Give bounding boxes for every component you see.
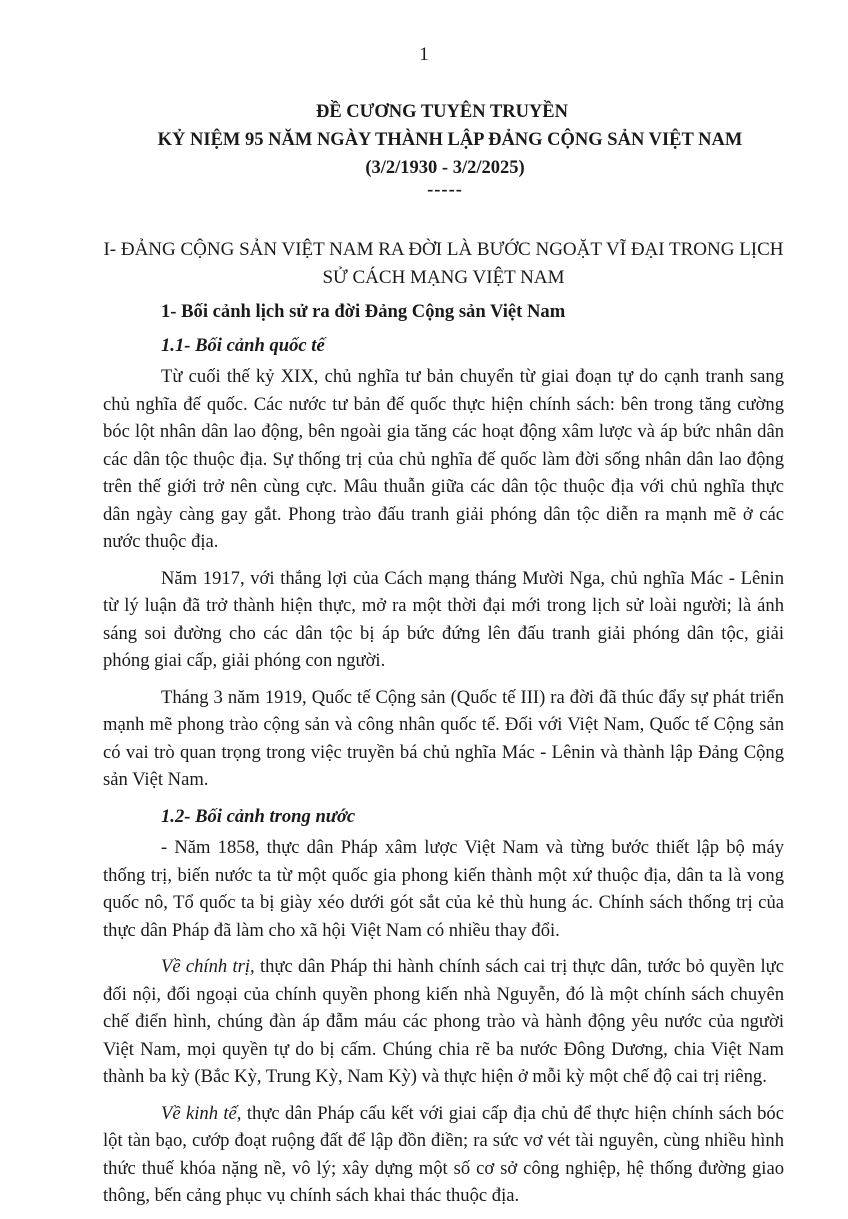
subsection-heading: 1- Bối cảnh lịch sử ra đời Đảng Cộng sản Việt Nam <box>161 301 566 322</box>
paragraph-lead: Về chính trị, <box>161 956 255 977</box>
page-number: 1 <box>419 44 429 65</box>
paragraph: - Năm 1858, thực dân Pháp xâm lược Việt Nam và từng bước thiết lập bộ máy thống trị, biến nước ta từ một quốc gia phong kiến thành một xứ thuộc địa, dân ta là vong quốc nô, Tổ quốc ta bị giày xéo dưới gót sắt của kẻ thù hung ác. Chính sách thống trị của thực dân Pháp đã làm cho xã hội Việt Nam có nhiều thay đổi. <box>103 837 784 941</box>
paragraph-lead: Về kinh tế, <box>161 1102 242 1124</box>
subsection-heading-international: 1.1- Bối cảnh quốc tế <box>161 334 325 356</box>
header-subtitle: KỶ NIỆM 95 NĂM NGÀY THÀNH LẬP ĐẢNG CỘNG SẢN VIỆT NAM <box>157 130 743 150</box>
paragraph: Năm 1917, với thắng lợi của Cách mạng tháng Mười Nga, chủ nghĩa Mác - Lênin từ lý luận đã trở thành hiện thực, mở ra một thời đại mới trong lịch sử loài người; là ánh sáng soi đường cho các dân tộc bị áp bức đứng lên đấu tranh giải phóng dân tộc, giải phóng giai cấp, giải phóng con người. <box>103 567 784 671</box>
section-title: I- ĐẢNG CỘNG SẢN VIỆT NAM RA ĐỜI LÀ BƯỚC NGOẶT VĨ ĐẠI TRONG LỊCH SỬ CÁCH MẠNG VIỆT NAM <box>103 239 784 288</box>
document-body <box>103 236 784 1219</box>
header-title: ĐỀ CƯƠNG TUYÊN TRUYỀN <box>315 102 568 122</box>
paragraph: Từ cuối thế kỷ XIX, chủ nghĩa tư bản chuyển từ giai đoạn tự do cạnh tranh sang chủ nghĩa đế quốc. Các nước tư bản đế quốc thực hiện chính sách: bên trong tăng cường bóc lột nhân dân lao động, bên ngoài gia tăng các hoạt động xâm lược và áp bức nhân dân các dân tộc thuộc địa. Sự thống trị của chủ nghĩa đế quốc làm đời sống nhân dân lao động trên thế giới trở nên cùng cực. Mâu thuẫn giữa các dân tộc thuộc địa với chủ nghĩa thực dân ngày càng gay gắt. Phong trào đấu tranh giải phóng dân tộc diễn ra mạnh mẽ ở các nước thuộc địa. <box>103 366 784 552</box>
header-divider: ----- <box>427 180 463 200</box>
header-dates: (3/2/1930 - 3/2/2025) <box>365 158 525 178</box>
paragraph-economy <box>103 1100 784 1210</box>
document-header <box>0 98 848 198</box>
paragraph-text: thực dân Pháp cấu kết với giai cấp địa chủ để thực hiện chính sách bóc lột tàn bạo, cướp đoạt ruộng đất để lập đồn điền; ra sức vơ vét tài nguyên, cùng nhiều hình thức thuế khóa nặng nề, vô lý; xây dựng một số cơ sở công nghiệp, hệ thống đường giao thông, bến cảng phục vụ chính sách khai thác thuộc địa. <box>103 1102 784 1206</box>
paragraph: Tháng 3 năm 1919, Quốc tế Cộng sản (Quốc tế III) ra đời đã thúc đẩy sự phát triển mạnh mẽ phong trào cộng sản và công nhân quốc tế. Đối với Việt Nam, Quốc tế Cộng sản có vai trò quan trọng trong việc truyền bá chủ nghĩa Mác - Lênin và thành lập Đảng Cộng sản Việt Nam. <box>103 686 784 790</box>
subsection-heading-domestic: 1.2- Bối cảnh trong nước <box>161 805 356 827</box>
paragraph-politics <box>103 953 784 1091</box>
paragraph-text: thực dân Pháp thi hành chính sách cai trị thực dân, tước bỏ quyền lực đối nội, đối ngoại của chính quyền phong kiến nhà Nguyễn, đó là một chính sách chuyên chế điển hình, chúng đàn áp đẫm máu các phong trào và hành động yêu nước của người Việt Nam, mọi quyền tự do bị cấm. Chúng chia rẽ ba nước Đông Dương, chia Việt Nam thành ba kỳ (Bắc Kỳ, Trung Kỳ, Nam Kỳ) và thực hiện ở mỗi kỳ một chế độ cai trị riêng. <box>103 956 784 1087</box>
